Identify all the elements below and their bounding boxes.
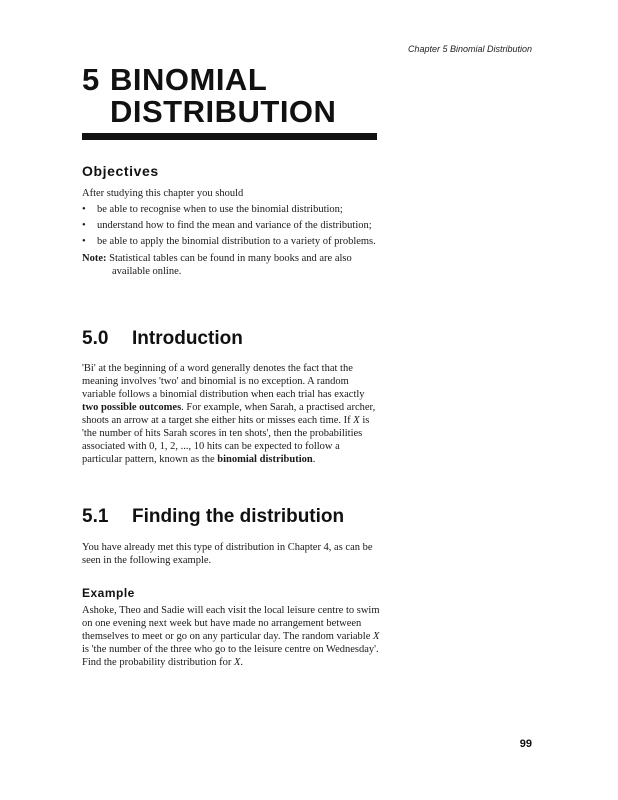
list-item: • be able to recognise when to use the binomial distribution;	[82, 204, 343, 215]
section-number: 5.0	[82, 328, 109, 349]
list-item: • understand how to find the mean and variance of the distribution;	[82, 220, 372, 231]
bullet-glyph: •	[82, 236, 86, 247]
chapter-number: 5	[82, 62, 100, 97]
objectives-block	[82, 187, 380, 278]
note-text: Statistical tables can be found in many books and are also available online.	[106, 253, 352, 277]
note	[82, 252, 380, 278]
note-label: Note:	[82, 253, 107, 264]
page-number: 99	[519, 738, 532, 750]
objectives-list	[82, 203, 380, 248]
section-heading-introduction	[82, 328, 243, 350]
section-number: 5.1	[82, 506, 109, 527]
objectives-heading: Objectives	[82, 163, 159, 179]
section-title: Introduction	[132, 328, 243, 349]
chapter-title-line2: DISTRIBUTION	[110, 94, 337, 129]
chapter-title	[82, 64, 382, 128]
section-heading-finding	[82, 506, 344, 528]
section-title: Finding the distribution	[132, 506, 345, 527]
bullet-glyph: •	[82, 220, 86, 231]
chapter-title-line1: BINOMIAL	[110, 62, 268, 97]
objectives-intro: After studying this chapter you should	[82, 188, 244, 199]
example-heading: Example	[82, 586, 135, 600]
running-head: Chapter 5 Binomial Distribution	[407, 44, 532, 54]
finding-paragraph: You have already met this type of distribution in Chapter 4, as can be seen in the following example.	[82, 542, 373, 566]
title-rule	[82, 133, 377, 140]
list-item: • be able to apply the binomial distribution to a variety of problems.	[82, 236, 376, 247]
example-paragraph: Ashoke, Theo and Sadie will each visit the local leisure centre to swim on one evening next week but have made no arrangement between themselves to meet or go on any particular day. The random variable X is 'the number of the three who go to the leisure centre on Wednesday'. Find the probability distribution for X.	[82, 605, 380, 668]
bullet-glyph: •	[82, 204, 86, 215]
introduction-paragraph: 'Bi' at the beginning of a word generally denotes the fact that the meaning involves 'two' and binomial is no exception. A random variable follows a binomial distribution when each trial has exactly two possible outcomes. For example, when Sarah, a practised archer, shoots an arrow at a target she either hits or misses each time. If X is 'the number of hits Sarah scores in ten shots', then the probabilities associated with 0, 1, 2, ..., 10 hits can be expected to follow a particular pattern, known as the binomial distribution.	[82, 363, 376, 465]
